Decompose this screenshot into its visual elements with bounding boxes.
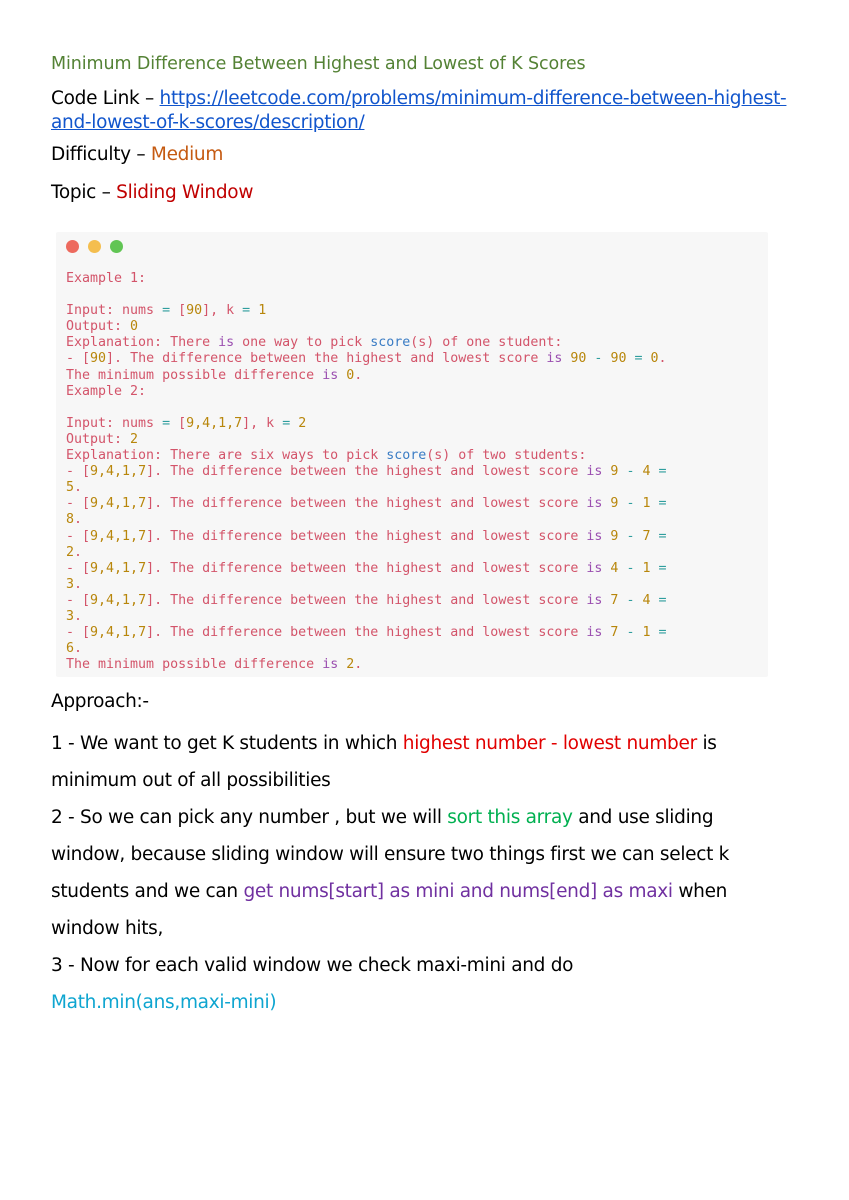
close-dot-icon xyxy=(66,240,79,253)
step1-highlight: highest number - lowest number xyxy=(402,733,697,754)
code-token: is xyxy=(586,464,603,480)
code-token: is xyxy=(546,351,563,367)
code-line xyxy=(66,529,667,545)
code-token: - xyxy=(626,496,635,512)
code-token: 7 xyxy=(642,528,651,544)
page-title: Minimum Difference Between Highest and Lowest of K Scores xyxy=(51,54,586,74)
code-token: 9 xyxy=(610,528,619,544)
code-token: = xyxy=(658,592,667,608)
code-token: = xyxy=(282,415,291,431)
code-token: 90 xyxy=(90,351,107,367)
step2-prefix: 2 - So we can pick any number , but we will xyxy=(51,807,448,828)
code-token: 2 xyxy=(130,431,139,447)
code-token: is xyxy=(586,560,603,576)
window-controls xyxy=(66,240,123,253)
code-token: is xyxy=(586,528,603,544)
topic-label: Topic – xyxy=(51,182,117,203)
code-token: 9,4,1,7 xyxy=(90,560,147,576)
code-token: 1 xyxy=(642,560,651,576)
code-line xyxy=(66,335,667,351)
code-token: . xyxy=(354,657,363,673)
code-line xyxy=(66,657,667,673)
code-line xyxy=(66,577,667,593)
code-line xyxy=(66,400,667,416)
code-token: [ xyxy=(170,415,187,431)
code-token: - [ xyxy=(66,560,91,576)
code-token: 9,4,1,7 xyxy=(90,464,147,480)
code-token: Example 2: xyxy=(66,383,147,399)
step3-code: Math.min(ans,maxi-mini) xyxy=(51,992,277,1013)
code-token: one way to pick xyxy=(234,335,371,351)
code-line xyxy=(66,480,667,496)
code-link-line xyxy=(51,87,791,135)
code-token xyxy=(250,303,258,318)
code-token: 2 xyxy=(66,544,75,560)
difficulty-value: Medium xyxy=(150,144,224,165)
code-token: ]. The difference between the highest and lowest score xyxy=(146,625,587,641)
code-token: . xyxy=(74,544,83,560)
approach-step-3 xyxy=(51,947,791,984)
code-token: . xyxy=(74,512,83,528)
code-line xyxy=(66,496,667,512)
approach-step-3-code xyxy=(51,984,791,1021)
code-line xyxy=(66,448,667,464)
code-token: is xyxy=(322,367,339,383)
code-token: 7 xyxy=(610,625,619,641)
code-line xyxy=(66,545,667,561)
code-line xyxy=(66,303,667,319)
code-token: score xyxy=(386,448,427,464)
code-token: Output: xyxy=(66,431,131,447)
code-token: The minimum possible difference xyxy=(66,657,323,673)
code-token: score xyxy=(370,335,411,351)
code-token: is xyxy=(218,335,235,351)
code-token xyxy=(651,593,659,608)
code-token: 9,4,1,7 xyxy=(90,496,147,512)
code-token: [ xyxy=(170,303,187,319)
code-token: Explanation: There are six ways to pick xyxy=(66,448,387,464)
approach-heading: Approach:- xyxy=(51,691,149,712)
code-line xyxy=(66,416,667,432)
step2-highlight-sort: sort this array xyxy=(447,807,573,828)
code-token: 0 xyxy=(650,351,659,367)
difficulty-line xyxy=(51,143,791,167)
code-token: . xyxy=(74,608,83,624)
code-token: 9,4,1,7 xyxy=(90,528,147,544)
approach-step-1 xyxy=(51,725,791,799)
code-token: . xyxy=(354,367,363,383)
code-token xyxy=(651,625,659,640)
code-token: Output: xyxy=(66,319,131,335)
code-line xyxy=(66,351,667,367)
topic-value: Sliding Window xyxy=(116,182,254,203)
code-token: - xyxy=(626,464,635,480)
code-line xyxy=(66,561,667,577)
step2-suffix: when window hits, xyxy=(51,881,728,939)
code-token: = xyxy=(634,351,643,367)
code-token: = xyxy=(658,464,667,480)
code-token: Explanation: There xyxy=(66,335,219,351)
difficulty-label: Difficulty – xyxy=(51,144,151,165)
code-token: 1 xyxy=(642,496,651,512)
code-token: 1 xyxy=(258,303,267,319)
step2-highlight-minmax: get nums[start] as mini and nums[end] as maxi xyxy=(243,881,673,902)
code-token: is xyxy=(586,592,603,608)
approach-step-2 xyxy=(51,799,791,947)
code-token: . xyxy=(74,480,83,496)
code-token: ]. The difference between the highest and lowest score xyxy=(146,592,587,608)
code-token: = xyxy=(162,415,171,431)
code-token: - xyxy=(594,351,603,367)
code-token: 3 xyxy=(66,576,75,592)
code-line xyxy=(66,432,667,448)
code-token: The minimum possible difference xyxy=(66,367,323,383)
code-token: Input: nums xyxy=(66,303,163,319)
code-token: 4 xyxy=(610,560,619,576)
code-token: 6 xyxy=(66,641,75,657)
code-token xyxy=(651,464,659,479)
code-token: ], k xyxy=(242,415,283,431)
topic-line xyxy=(51,181,791,205)
code-token: = xyxy=(658,625,667,641)
step1-prefix: 1 - We want to get K students in which xyxy=(51,733,403,754)
code-token: = xyxy=(658,528,667,544)
code-token: Input: nums xyxy=(66,415,163,431)
code-token: 4 xyxy=(642,464,651,480)
code-link[interactable]: https://leetcode.com/problems/minimum-difference-between-highest-and-lowest-of-k-scores/description/ xyxy=(51,88,787,133)
code-line xyxy=(66,641,667,657)
code-token: 9,4,1,7 xyxy=(186,415,243,431)
code-token: = xyxy=(162,303,171,319)
code-token: - [ xyxy=(66,464,91,480)
code-token xyxy=(651,561,659,576)
code-token xyxy=(643,351,651,366)
code-token: - xyxy=(626,528,635,544)
code-token: - xyxy=(626,560,635,576)
code-token: 3 xyxy=(66,608,75,624)
code-token: = xyxy=(242,303,251,319)
code-line xyxy=(66,512,667,528)
code-line xyxy=(66,609,667,625)
code-line xyxy=(66,319,667,335)
code-token: - [ xyxy=(66,351,91,367)
code-token: - [ xyxy=(66,592,91,608)
code-token: ]. The difference between the highest and lowest score xyxy=(146,496,587,512)
code-token: = xyxy=(658,560,667,576)
code-token: 9 xyxy=(610,496,619,512)
code-token: ]. The difference between the highest and lowest score xyxy=(106,351,547,367)
approach-section xyxy=(51,688,791,1021)
code-line xyxy=(66,384,667,400)
code-token: 7 xyxy=(610,592,619,608)
document-header xyxy=(51,50,791,219)
step2-middle: and use sliding window, because sliding window will ensure two things first we can select k students and we can xyxy=(51,807,730,902)
code-token: ], k xyxy=(202,303,243,319)
code-token: 90 xyxy=(610,351,627,367)
code-token: 8 xyxy=(66,512,75,528)
code-token: 0 xyxy=(346,367,355,383)
code-token: 0 xyxy=(130,319,139,335)
code-link-label: Code Link – xyxy=(51,88,160,109)
code-line xyxy=(66,271,667,287)
code-token: = xyxy=(658,496,667,512)
code-token: (s) of one student: xyxy=(410,335,563,351)
code-token: - xyxy=(626,592,635,608)
code-token: (s) of two students: xyxy=(426,448,587,464)
code-line xyxy=(66,464,667,480)
code-line xyxy=(66,287,667,303)
code-block xyxy=(66,271,667,673)
step1-suffix: is minimum out of all possibilities xyxy=(51,733,717,791)
code-token: 2 xyxy=(346,657,355,673)
code-token: . xyxy=(658,351,667,367)
code-token: 9 xyxy=(610,464,619,480)
code-token: 9,4,1,7 xyxy=(90,625,147,641)
maximize-dot-icon xyxy=(110,240,123,253)
code-token: 5 xyxy=(66,480,75,496)
code-token: ]. The difference between the highest and lowest score xyxy=(146,464,587,480)
code-token xyxy=(651,529,659,544)
code-token: 1 xyxy=(642,625,651,641)
code-token: . xyxy=(74,641,83,657)
code-line xyxy=(66,593,667,609)
code-token: 4 xyxy=(642,592,651,608)
code-token: Example 1: xyxy=(66,271,147,286)
code-line xyxy=(66,368,667,384)
code-token: is xyxy=(586,625,603,641)
code-token: is xyxy=(586,496,603,512)
code-token: ]. The difference between the highest and lowest score xyxy=(146,528,587,544)
code-token: - [ xyxy=(66,528,91,544)
code-token: 2 xyxy=(298,415,307,431)
code-token: ]. The difference between the highest and lowest score xyxy=(146,560,587,576)
code-token xyxy=(651,496,659,511)
code-token: - [ xyxy=(66,496,91,512)
code-token: 90 xyxy=(186,303,203,319)
code-snippet-card xyxy=(56,232,768,677)
code-token: is xyxy=(322,657,339,673)
code-token: 9,4,1,7 xyxy=(90,592,147,608)
code-line xyxy=(66,625,667,641)
code-token: - xyxy=(626,625,635,641)
code-token: 90 xyxy=(570,351,587,367)
minimize-dot-icon xyxy=(88,240,101,253)
step3-text: 3 - Now for each valid window we check maxi-mini and do xyxy=(51,955,574,976)
code-token: . xyxy=(74,576,83,592)
code-token: - [ xyxy=(66,625,91,641)
